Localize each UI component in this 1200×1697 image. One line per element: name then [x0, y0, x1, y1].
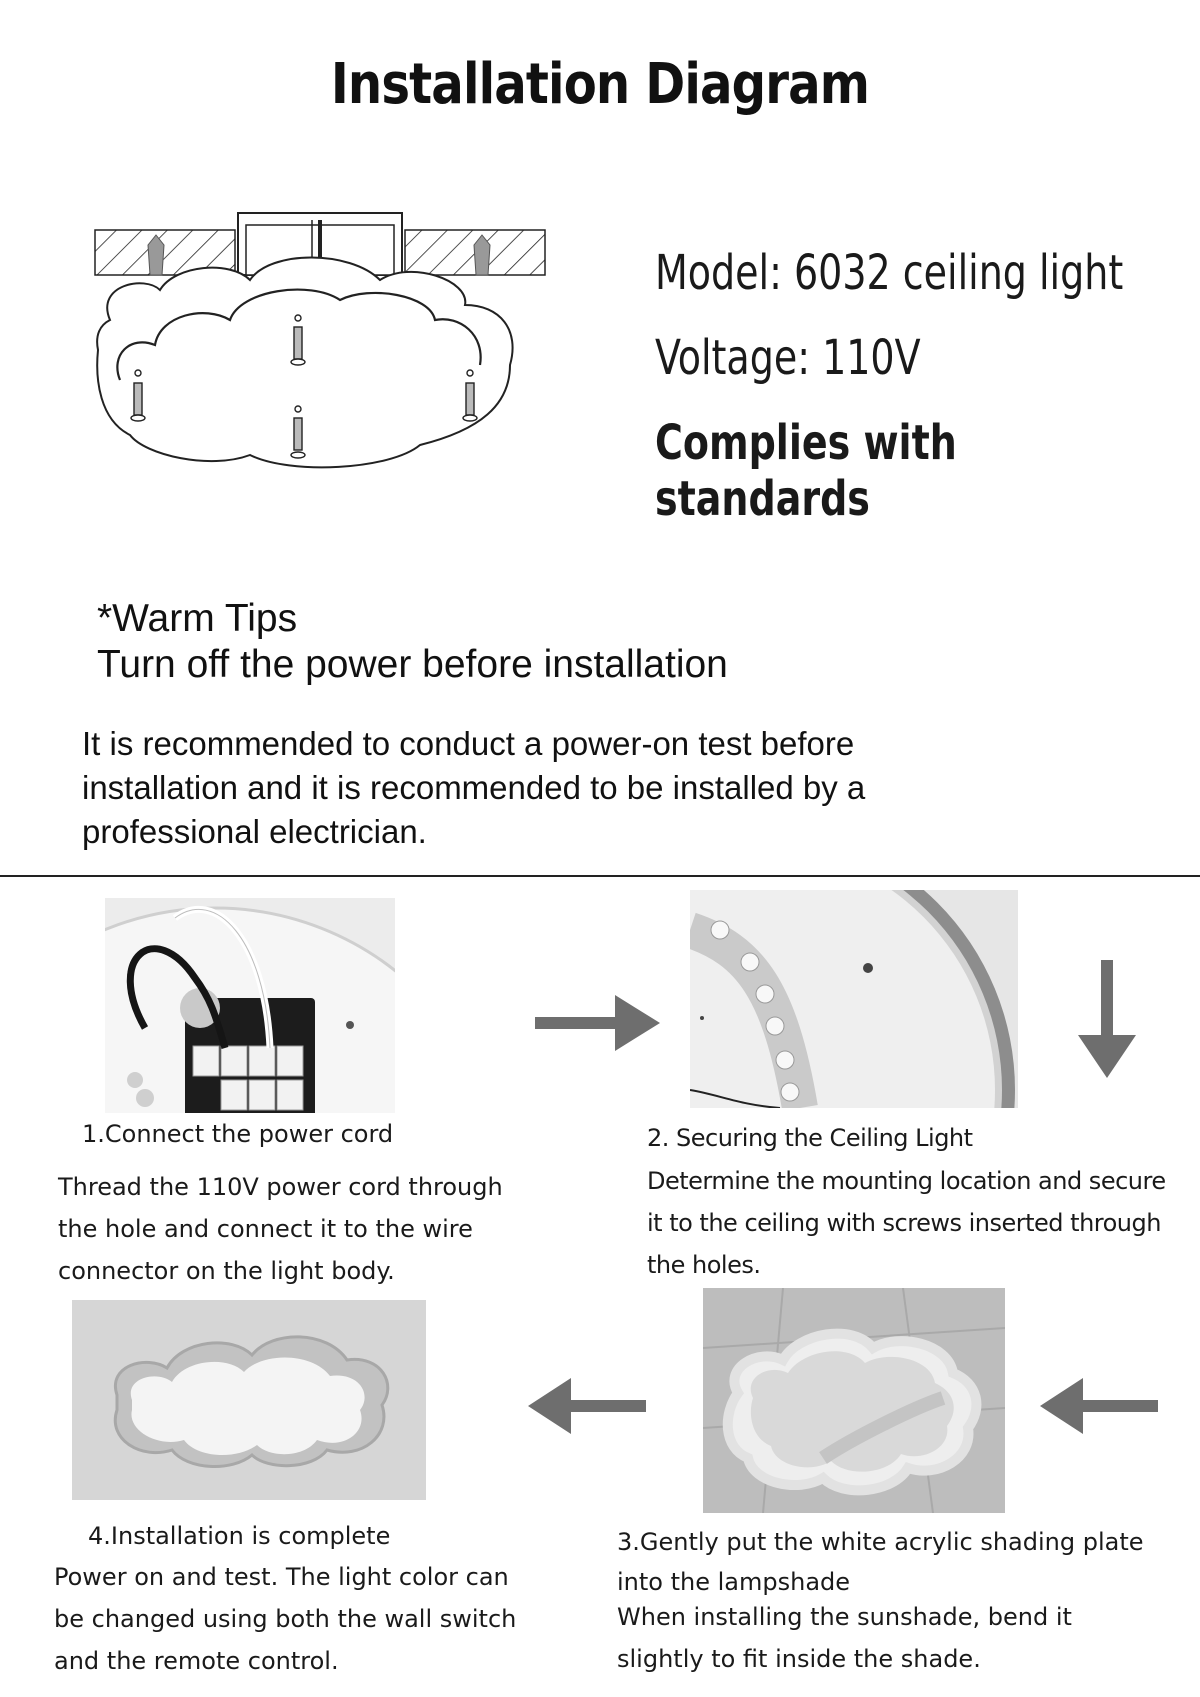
step-1-title: 1.Connect the power cord: [82, 1120, 394, 1148]
step-1-photo: [105, 898, 395, 1113]
arrow-left-icon: [528, 1378, 646, 1434]
installation-diagram: [90, 205, 550, 515]
voltage-spec: Voltage: 110V: [655, 330, 921, 386]
arrow-down-icon: [1078, 960, 1136, 1078]
recommendation-text: It is recommended to conduct a power-on test before installation and it is recommended to be installed by a professional electrician.: [82, 725, 866, 850]
page-title: Installation Diagram: [330, 52, 870, 117]
warm-tips-line: Turn off the power before installation: [97, 643, 728, 686]
step-4-title: 4.Installation is complete: [88, 1522, 391, 1550]
step-3-description: When installing the sunshade, bend it slightly to fit inside the shade.: [617, 1603, 1072, 1673]
arrow-left-icon: [1040, 1378, 1158, 1434]
step-1-description: Thread the 110V power cord through the hole and connect it to the wire connector on the light body.: [58, 1173, 503, 1285]
step-2-description: Determine the mounting location and secure it to the ceiling with screws inserted through the holes.: [647, 1167, 1166, 1279]
warm-tips-title: *Warm Tips: [97, 597, 298, 640]
step-2-photo: [690, 890, 1018, 1108]
step-2-title: 2. Securing the Ceiling Light: [647, 1124, 973, 1152]
arrow-right-icon: [535, 995, 660, 1051]
section-divider: [0, 875, 1200, 877]
model-spec: Model: 6032 ceiling light: [655, 245, 1124, 301]
standards-spec: Complies with standards: [655, 415, 957, 527]
step-4-description: Power on and test. The light color can be changed using both the wall switch and the remote control.: [54, 1563, 517, 1675]
step-3-photo: [703, 1288, 1005, 1513]
step-4-photo: [72, 1300, 426, 1500]
step-3-title: 3.Gently put the white acrylic shading plate into the lampshade: [617, 1528, 1144, 1596]
